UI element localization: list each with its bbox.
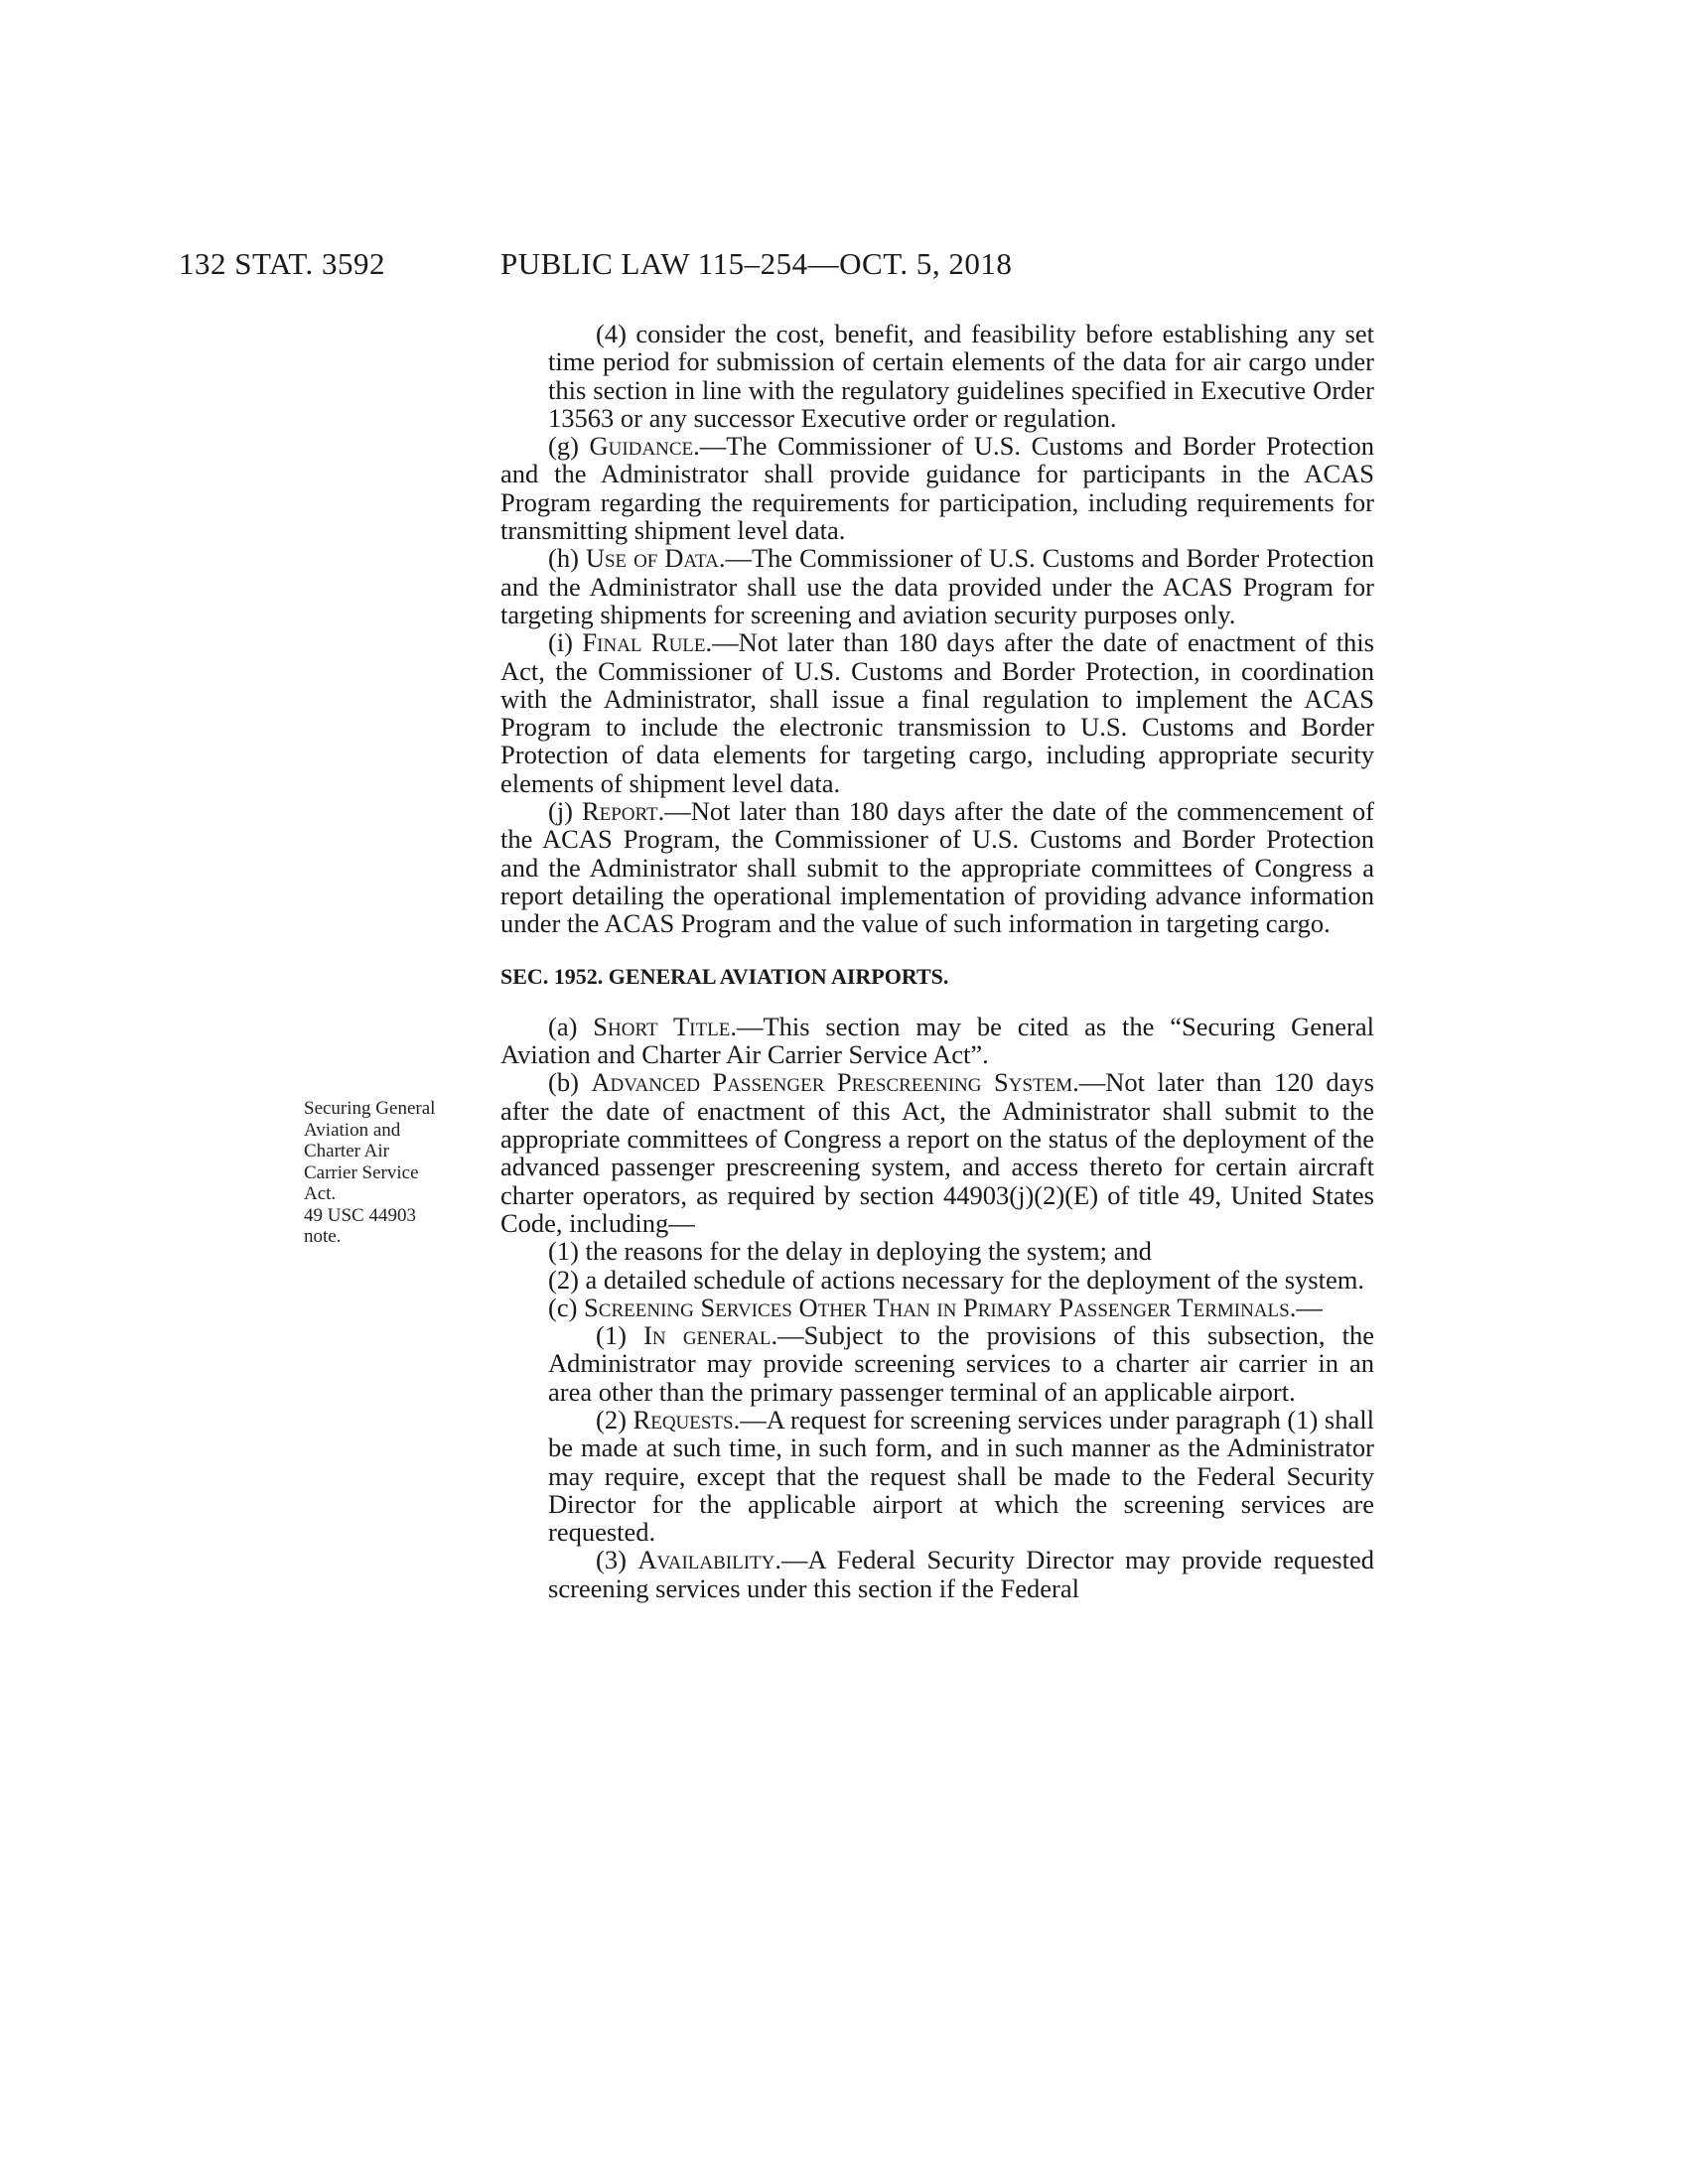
paragraph-c3 [500,1546,1374,1602]
subsection-heading: Screening Services Other Than in Primary Passenger Terminals. [584,1292,1297,1322]
subsection-h [500,544,1374,628]
subsection-heading: Report. [581,796,665,827]
margin-note-line: 49 USC 44903 [304,1204,416,1226]
paragraph-label: (2) [596,1404,633,1434]
margin-note-line: Carrier Service [304,1161,419,1183]
subsection-label: (g) [548,431,590,462]
paragraph-c2 [500,1406,1374,1546]
subsection-heading: Final Rule. [582,627,713,658]
subsection-heading: Guidance. [589,431,700,462]
paragraph-c1 [500,1321,1374,1406]
margin-note-line: Charter Air [304,1141,390,1161]
subsection-text: —The Commissioner of U.S. Customs and Border Protection and the Administrator shall provide guidance for participants in the ACAS Program regarding the requirements for participation, including requirements for transmitting shipment level data. [500,431,1374,546]
subsection-b [500,1068,1374,1237]
subsection-text: —This section may be cited as the “Securing General Aviation and Charter Air Carrier Service Act”. [500,1011,1374,1070]
section-heading: SEC. 1952. GENERAL AVIATION AIRPORTS. [500,963,949,989]
subsection-g [500,432,1374,544]
subsection-text: —Not later than 180 days after the date of the commencement of the ACAS Program, the Commissioner of U.S. Customs and Border Protection and the Administrator shall submit to the appropriate committees of Congress a report detailing the operational implementation of providing advance information under the ACAS Program and the value of such information in targeting cargo. [500,796,1374,939]
paragraph-4: (4) consider the cost, benefit, and feasibility before establishing any set time period for submission of certain elements of the data for air cargo under this section in line with the regulatory guidelines specified in Executive Order 13563 or any successor Executive order or regulation. [548,319,1374,433]
paragraph-heading: In general. [643,1320,778,1351]
subsection-heading: Use of Data. [585,543,726,574]
subsection-label: (b) [548,1067,592,1098]
paragraph-label: (1) [596,1320,644,1351]
running-head: PUBLIC LAW 115–254—OCT. 5, 2018 [500,246,1013,281]
margin-note-line: Act. [304,1183,337,1204]
subsection-text: —Not later than 180 days after the date of enactment of this Act, the Commissioner of U.S. Customs and Border Protection, in coordination with the Administrator, shall issue a final regulation to implement the ACAS Program to include the electronic transmission to U.S. Customs and Border Protection of data elements for targeting cargo, including appropriate security elements of shipment level data. [500,627,1374,798]
subsection-text: —Not later than 120 days after the date of enactment of this Act, the Administrator shall submit to the appropriate committees of Congress a report on the status of the deployment of the advanced passenger prescreening system, and access thereto for certain aircraft charter operators, as required by section 44903(j)(2)(E) of title 49, United States Code, including— [500,1067,1374,1238]
margin-note-line: Aviation and [304,1119,401,1141]
subsection-a [500,1013,1374,1069]
subsection-heading: Advanced Passenger Prescreening System. [591,1067,1079,1098]
subsection-j [500,797,1374,937]
subsection-label: (j) [548,796,582,827]
subsection-text: — [1296,1292,1323,1322]
margin-note-line: note. [304,1226,342,1247]
paragraph-b2: (2) a detailed schedule of actions necessary for the deployment of the system. [548,1264,1364,1295]
stat-page-number: 132 STAT. 3592 [179,246,386,281]
subsection-text: —The Commissioner of U.S. Customs and Border Protection and the Administrator shall use the data provided under the ACAS Program for targeting shipments for screening and aviation security purposes only. [500,543,1374,629]
paragraph-b1: (1) the reasons for the delay in deploying the system; and [548,1236,1152,1267]
subsection-c [500,1294,1374,1321]
paragraph-text: —A Federal Security Director may provide requested screening services under this section if the Federal [548,1545,1374,1603]
statute-body [500,320,1374,1602]
subsection-i [500,628,1374,797]
margin-note [304,1098,473,1248]
subsection-heading: Short Title. [593,1011,737,1041]
margin-note-line: Securing General [304,1098,436,1119]
paragraph-heading: Availability. [637,1545,782,1575]
subsection-label: (c) [548,1292,585,1322]
paragraph-label: (3) [596,1545,638,1575]
paragraph-text: —Subject to the provisions of this subsection, the Administrator may provide screening services to a charter air carrier in an area other than the primary passenger terminal of an applicable airport. [548,1320,1375,1407]
paragraph-text: —A request for screening services under paragraph (1) shall be made at such time, in such form, and in such manner as the Administrator may require, except that the request shall be made to the Federal Security Director for the applicable airport at which the screening services are requested. [548,1404,1374,1548]
paragraph-heading: Requests. [633,1404,741,1434]
subsection-label: (i) [548,627,583,658]
subsection-label: (h) [548,543,586,574]
subsection-label: (a) [548,1011,594,1041]
